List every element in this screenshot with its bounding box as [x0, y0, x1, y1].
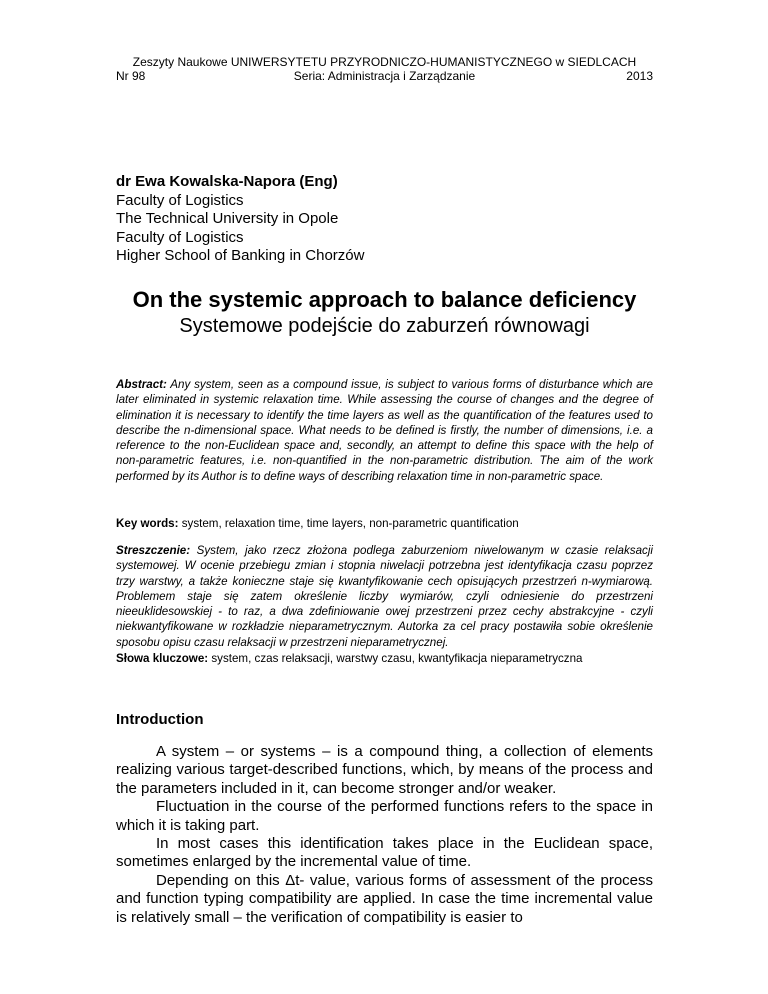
paragraph: Fluctuation in the course of the performed functions refers to the space in which it is taking part.: [116, 798, 653, 834]
paper-subtitle: Systemowe podejście do zaburzeń równowagi: [179, 315, 590, 337]
year: 2013: [626, 69, 653, 83]
affiliation: The Technical University in Opole: [116, 210, 339, 227]
author-name: dr Ewa Kowalska-Napora (Eng): [116, 173, 338, 190]
paragraph: In most cases this identification takes place in the Euclidean space, sometimes enlarged by the incremental value of time.: [116, 835, 653, 871]
paper-title: On the systemic approach to balance deficiency: [132, 287, 637, 312]
paragraph: Depending on this Δt- value, various forms of assessment of the process and function typing compatibility are applied. In case the time incremental value is relatively small – the verification of compatibility is easier to: [116, 871, 653, 926]
affiliation: Faculty of Logistics: [116, 191, 244, 209]
abstract: [116, 377, 653, 484]
running-header: [116, 69, 653, 83]
paragraph: A system – or systems – is a compound thing, a collection of elements realizing various target-described functions, which, by means of the process and the parameters included in it, can become stronger and/or weaker.: [116, 743, 653, 797]
abstract-label: Abstract:: [116, 378, 167, 391]
section-heading: Introduction: [116, 711, 204, 728]
abstract-text: Any system, seen as a compound issue, is subject to various forms of disturbance which are later eliminated in systemic relaxation time. While assessing the course of changes and the degree of elimination it is necessary to identify the time layers as well as the quantification of the features used to describe the n-dimensional space. What needs to be defined is firstly, the number of dimensions, i.e. a reference to the non-Euclidean space and, secondly, an attempt to define this space with the help of non-parametric features, i.e. non-quantified in the non-parametric distribution. The aim of the work performed by its Author is to define ways of describing relaxation time in non-parametric space.: [116, 378, 653, 483]
keywords: [116, 516, 653, 531]
introduction-body: [116, 743, 653, 927]
series-name: Seria: Administracja i Zarządzanie: [293, 69, 476, 83]
streszczenie-label: Streszczenie:: [116, 544, 191, 557]
slowa-kluczowe: [116, 651, 653, 666]
journal-title: Zeszyty Naukowe UNIWERSYTETU PRZYRODNICZO-HUMANISTYCZNEGO w SIEDLCACH: [132, 55, 637, 69]
affiliation: Higher School of Banking in Chorzów: [116, 247, 365, 264]
streszczenie-text: System, jako rzecz złożona podlega zaburzeniom niwelowanym w czasie relaksacji systemowej. W ocenie przebiegu zmian i stopnia niwelacji potrzebna jest identyfikacja czasu poprzez trzy warstwy, a także konieczne staje się kwantyfikowanie cech opisujących przestrzeń n-wymiarową. Problemem staje się zatem określenie liczby wymiarów, czyli odniesienie do przestrzeni nieeuklidesowskiej - to raz, a dwa zdefiniowanie owej przestrzeni przez cechy abstrakcyjne - czyli niekwantyfikowane w rozkładzie nieparametrycznym. Autorka za cel pracy postawiła sobie określenie sposobu opisu czasu relaksacji w przestrzeni nieparametrycznej.: [116, 544, 653, 649]
slowa-text: system, czas relaksacji, warstwy czasu, kwantyfikacja nieparametryczna: [208, 652, 583, 665]
author-block: [116, 173, 364, 266]
issue-number: Nr 98: [116, 69, 146, 83]
affiliation: Faculty of Logistics: [116, 228, 244, 246]
keywords-text: system, relaxation time, time layers, non-parametric quantification: [178, 517, 519, 530]
keywords-label: Key words:: [116, 517, 179, 530]
streszczenie: [116, 543, 653, 650]
slowa-label: Słowa kluczowe:: [116, 652, 209, 665]
